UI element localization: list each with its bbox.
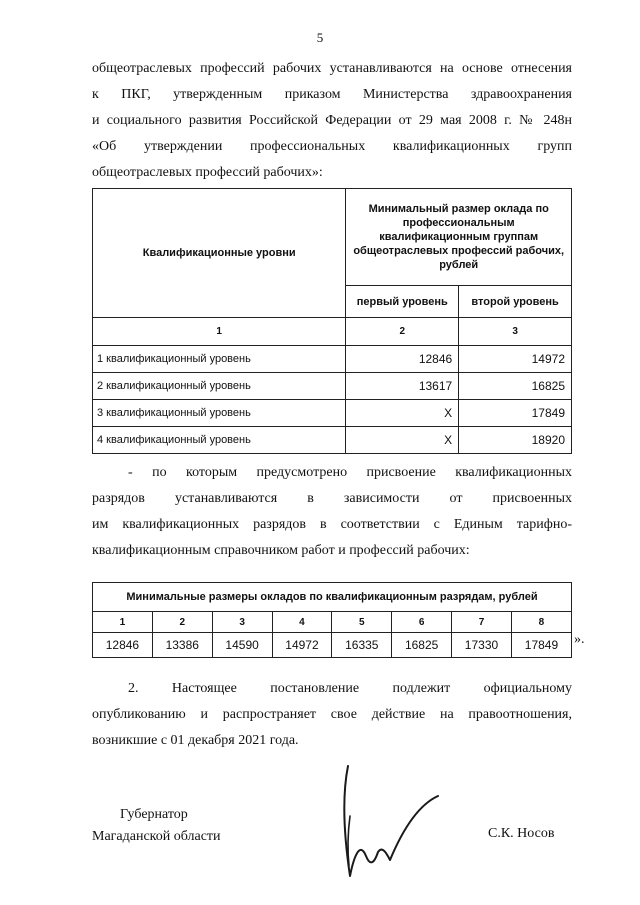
grade-index: 6 — [392, 612, 452, 633]
first-level-header: первый уровень — [346, 286, 459, 318]
column-index: 3 — [459, 318, 572, 346]
grade-value: 14590 — [212, 633, 272, 658]
level-cell: 1 квалификационный уровень — [93, 346, 346, 373]
salary-grades-header: Минимальные размеры окладов по квалификационным разрядам, рублей — [93, 583, 572, 612]
intro-line: общеотраслевых профессий рабочих»: — [92, 165, 323, 180]
first-level-cell: 12846 — [346, 346, 459, 373]
signatory-title-line: Губернатор — [120, 807, 188, 822]
column-index: 2 — [346, 318, 459, 346]
table-row — [93, 400, 572, 427]
grade-value: 14972 — [272, 633, 332, 658]
grade-index: 7 — [452, 612, 512, 633]
final-line: возникшие с 01 декабря 2021 года. — [92, 733, 299, 748]
grade-index: 2 — [152, 612, 212, 633]
grade-index: 1 — [93, 612, 153, 633]
second-level-cell: 17849 — [459, 400, 572, 427]
closing-quote: ». — [574, 632, 585, 647]
intro-line: и социального развития Российской Федерации от 29 мая 2008 г. № 248н — [92, 113, 572, 128]
grade-index: 4 — [272, 612, 332, 633]
signatory-name: С.К. Носов — [488, 826, 555, 841]
intro-line: общеотраслевых профессий рабочих устанавливаются на основе отнесения — [92, 61, 572, 76]
salary-levels-table — [92, 188, 572, 454]
first-level-cell: X — [346, 427, 459, 454]
final-paragraph — [92, 676, 572, 754]
middle-line: - по которым предусмотрено присвоение квалификационных — [128, 465, 572, 480]
page-number: 5 — [316, 30, 324, 45]
intro-paragraph — [92, 56, 572, 186]
intro-line: к ПКГ, утвержденным приказом Министерства здравоохранения — [92, 87, 572, 102]
final-line: опубликованию и распространяет свое действие на правоотношения, — [92, 707, 572, 722]
min-salary-group-header: Минимальный размер оклада по профессиональным квалификационным группам общеотраслевых профессий рабочих, рублей — [346, 189, 572, 286]
intro-line: «Об утверждении профессиональных квалификационных групп — [92, 139, 572, 154]
table-row — [93, 427, 572, 454]
signatory-title-line: Магаданской области — [92, 829, 221, 844]
grade-value: 13386 — [152, 633, 212, 658]
grade-value: 16335 — [332, 633, 392, 658]
grade-value: 17849 — [511, 633, 571, 658]
middle-line: им квалификационных разрядов в соответствии с Единым тарифно- — [92, 517, 572, 532]
signatory-title — [92, 804, 221, 848]
level-cell: 3 квалификационный уровень — [93, 400, 346, 427]
column-index: 1 — [93, 318, 346, 346]
level-cell: 4 квалификационный уровень — [93, 427, 346, 454]
grade-index: 5 — [332, 612, 392, 633]
first-level-cell: X — [346, 400, 459, 427]
grade-value: 17330 — [452, 633, 512, 658]
second-level-cell: 18920 — [459, 427, 572, 454]
table-row — [93, 373, 572, 400]
grade-value: 16825 — [392, 633, 452, 658]
second-level-cell: 14972 — [459, 346, 572, 373]
middle-line: квалификационным справочником работ и профессий рабочих: — [92, 543, 470, 558]
second-level-header: второй уровень — [459, 286, 572, 318]
grade-index: 8 — [511, 612, 571, 633]
table-row — [93, 633, 572, 658]
first-level-cell: 13617 — [346, 373, 459, 400]
salary-grades-table — [92, 582, 572, 658]
grade-index: 3 — [212, 612, 272, 633]
table-row — [93, 346, 572, 373]
grade-value: 12846 — [93, 633, 153, 658]
handwritten-signature — [320, 756, 460, 886]
middle-line: разрядов устанавливаются в зависимости от присвоенных — [92, 491, 572, 506]
qualification-levels-header: Квалификационные уровни — [93, 189, 346, 318]
level-cell: 2 квалификационный уровень — [93, 373, 346, 400]
middle-paragraph — [92, 460, 572, 564]
final-line: 2. Настоящее постановление подлежит официальному — [128, 681, 572, 696]
second-level-cell: 16825 — [459, 373, 572, 400]
